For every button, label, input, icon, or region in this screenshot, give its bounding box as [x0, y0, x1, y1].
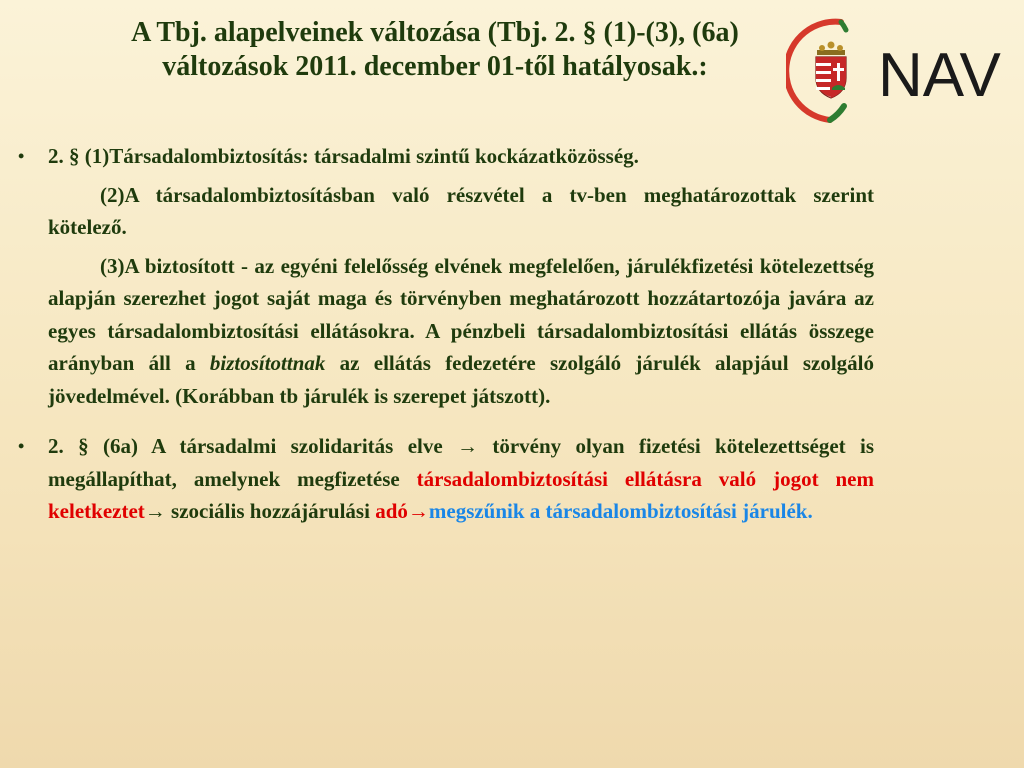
bullet-marker: •: [18, 436, 25, 456]
paragraph-2: (2)A társadalombiztosításban való részvétel a tv-ben meghatározottak szerint kötelező.: [48, 182, 874, 239]
bullet-marker: •: [18, 146, 25, 166]
paragraph-1: 2. § (1)Társadalombiztosítás: társadalmi szintű kockázatközösség.: [48, 144, 639, 168]
emblem-icon: [786, 22, 846, 120]
bullet-item-1: [18, 140, 874, 412]
paragraph-3-text-a: (3)A biztosított - az egyéni felelősség elvének megfelelően, járulékfizetési kötelezettség alapján szerezhet jogot saját maga és törvényben meghatározott hozzátartozója javára az egyes társadalombiztosítási ellátásokra. A pénzbeli társadalombiztosítási ellátás összege arányban áll a: [48, 253, 874, 375]
paragraph-4-blue-text: megszűnik a társadalombiztosítási járulék.: [428, 499, 813, 523]
paragraph-4-red-text: társadalombiztosítási ellátásra való jogot nem keletkeztet: [48, 466, 874, 523]
paragraph-4-arrow: →: [144, 499, 166, 523]
paragraph-3-text-b: az ellátás fedezetére szolgáló járulék alapjául szolgáló jövedelmével. (Korábban tb járulék is szerepet játszott).: [48, 351, 874, 408]
nav-logo: [786, 16, 1006, 128]
title-line-2: változások 2011. december 01-től hatályosak.:: [162, 51, 708, 82]
paragraph-4-text-b: szociális hozzájárulási: [165, 499, 376, 523]
slide-body: [18, 140, 874, 528]
paragraph-4-red-text-2: adó→: [375, 499, 429, 523]
slide-title: [40, 16, 830, 84]
bullet-item-2: [18, 430, 874, 528]
nav-logo-text: NAV: [878, 41, 1001, 110]
paragraph-4-text-a: 2. § (6a) A társadalmi szolidaritás elve → törvény olyan fizetési kötelezettséget is megállapíthat, amelynek megfizetése: [48, 434, 874, 491]
paragraph-3: [48, 250, 874, 413]
paragraph-3-italic: biztosítottnak: [209, 351, 326, 375]
title-line-1: A Tbj. alapelveinek változása (Tbj. 2. § (1)-(3), (6a): [131, 17, 739, 48]
paragraph-4: [48, 430, 874, 528]
